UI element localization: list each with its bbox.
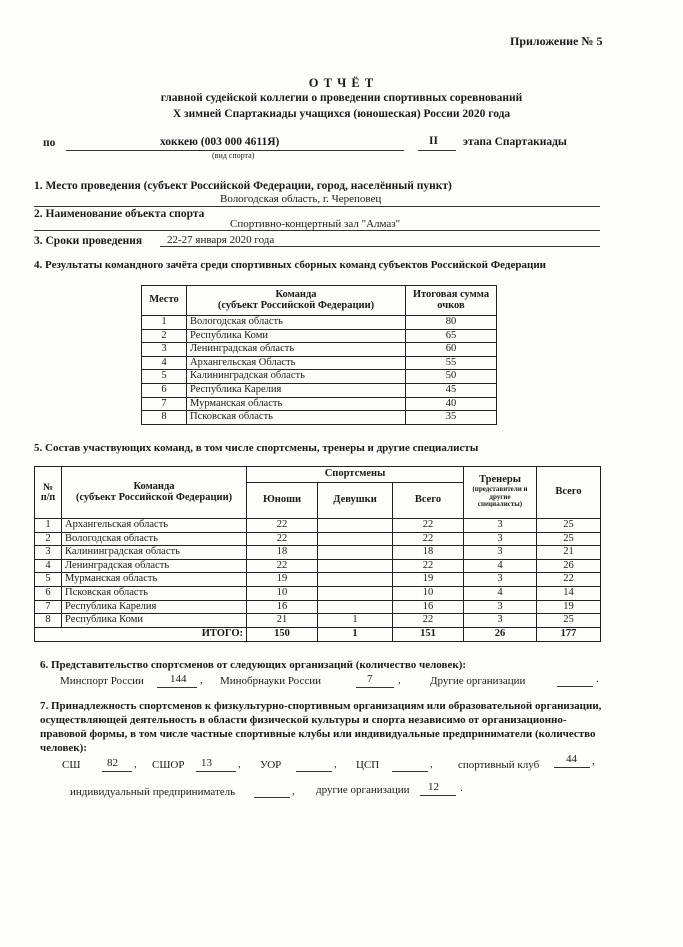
cell-boys: 22 bbox=[247, 532, 318, 546]
totals-total: 151 bbox=[393, 627, 464, 641]
team-results-table bbox=[141, 285, 497, 425]
section3-underline bbox=[160, 246, 600, 247]
cell-points: 55 bbox=[406, 356, 497, 370]
table-row bbox=[142, 316, 497, 330]
cell-total: 16 bbox=[393, 600, 464, 614]
cell-girls: 1 bbox=[318, 614, 393, 628]
section2-value: Спортивно-концертный зал "Алмаз" bbox=[230, 218, 401, 230]
cell-place: 6 bbox=[142, 383, 187, 397]
cell-coaches: 3 bbox=[464, 519, 537, 533]
cell-team: Псковская область bbox=[62, 586, 247, 600]
totals-all: 177 bbox=[537, 627, 601, 641]
section2-underline bbox=[34, 230, 600, 231]
cell-girls bbox=[318, 573, 393, 587]
section5-label: 5. Состав участвующих команд, в том числе спортсмены, тренеры и другие специалисты bbox=[34, 442, 479, 454]
cell-all: 21 bbox=[537, 546, 601, 560]
table-row bbox=[35, 614, 601, 628]
uor-label: УОР bbox=[260, 759, 282, 771]
cell-num: 2 bbox=[35, 532, 62, 546]
header-place: Место bbox=[142, 286, 187, 316]
ssh-underline bbox=[102, 771, 132, 772]
header-num: № п/п bbox=[35, 467, 62, 519]
header-team bbox=[187, 286, 406, 316]
uor-underline bbox=[296, 771, 332, 772]
other-org2-label: другие организации bbox=[316, 784, 410, 796]
cell-num: 8 bbox=[35, 614, 62, 628]
stage-underline bbox=[418, 150, 456, 151]
ssh-value: 82 bbox=[107, 757, 118, 769]
header-athletes: Спортсмены bbox=[247, 467, 464, 483]
cell-points: 50 bbox=[406, 370, 497, 384]
minsport-underline bbox=[157, 687, 197, 688]
cell-total: 18 bbox=[393, 546, 464, 560]
ip-label: индивидуальный предприниматель bbox=[70, 786, 236, 798]
sport-name: хоккею (003 000 4611Я) bbox=[160, 136, 280, 148]
minsport-value: 144 bbox=[170, 673, 187, 685]
cell-all: 25 bbox=[537, 532, 601, 546]
section2-label: 2. Наименование объекта спорта bbox=[34, 208, 205, 220]
cell-team: Мурманская область bbox=[62, 573, 247, 587]
sport-caption: (вид спорта) bbox=[212, 151, 255, 160]
totals-row bbox=[35, 627, 601, 641]
cell-team: Республика Коми bbox=[187, 329, 406, 343]
cell-points: 60 bbox=[406, 343, 497, 357]
table-row bbox=[35, 532, 601, 546]
cell-place: 8 bbox=[142, 411, 187, 425]
table-row bbox=[142, 343, 497, 357]
cell-total: 22 bbox=[393, 559, 464, 573]
team-composition-table bbox=[34, 466, 601, 642]
cell-num: 6 bbox=[35, 586, 62, 600]
cell-place: 3 bbox=[142, 343, 187, 357]
appendix-label: Приложение № 5 bbox=[510, 34, 603, 48]
cell-team: Архангельская область bbox=[62, 519, 247, 533]
cell-team: Республика Карелия bbox=[62, 600, 247, 614]
cell-boys: 10 bbox=[247, 586, 318, 600]
cell-coaches: 4 bbox=[464, 586, 537, 600]
cell-points: 80 bbox=[406, 316, 497, 330]
cell-girls bbox=[318, 546, 393, 560]
cell-all: 19 bbox=[537, 600, 601, 614]
section7-label-2: осуществляющей деятельность в области физической культуры и спорта независимо от организационно- bbox=[40, 714, 567, 726]
cell-place: 4 bbox=[142, 356, 187, 370]
minsport-label: Минспорт России bbox=[60, 675, 144, 687]
cell-points: 35 bbox=[406, 411, 497, 425]
header-grand-total: Всего bbox=[537, 467, 601, 519]
csp-label: ЦСП bbox=[356, 759, 380, 771]
report-title: О Т Ч Ё Т bbox=[308, 76, 375, 90]
header-boys: Юноши bbox=[247, 483, 318, 519]
section7-label-3: правовой формы, в том числе частные спортивные клубы или индивидуальные предприниматели (количество bbox=[40, 728, 596, 740]
table-row bbox=[142, 329, 497, 343]
cell-team: Ленинградская область bbox=[62, 559, 247, 573]
club-underline bbox=[554, 767, 590, 768]
table-row bbox=[35, 559, 601, 573]
table-row bbox=[142, 383, 497, 397]
minobr-underline bbox=[356, 687, 394, 688]
sshor-label: СШОР bbox=[152, 759, 185, 771]
cell-boys: 22 bbox=[247, 519, 318, 533]
section6-label: 6. Представительство спортсменов от следующих организаций (количество человек): bbox=[40, 659, 467, 671]
totals-boys: 150 bbox=[247, 627, 318, 641]
cell-place: 7 bbox=[142, 397, 187, 411]
cell-total: 22 bbox=[393, 614, 464, 628]
header-team-label: Команда bbox=[275, 289, 317, 300]
section3-label: 3. Сроки проведения bbox=[34, 235, 143, 247]
cell-team: Мурманская область bbox=[187, 397, 406, 411]
stage-suffix: этапа Спартакиады bbox=[463, 136, 567, 148]
cell-team: Архангельская Область bbox=[187, 356, 406, 370]
club-value: 44 bbox=[566, 753, 577, 765]
cell-team: Вологодская область bbox=[62, 532, 247, 546]
section7-label-4: человек): bbox=[40, 742, 87, 754]
other-org2-value: 12 bbox=[428, 781, 439, 793]
cell-points: 45 bbox=[406, 383, 497, 397]
header-team bbox=[62, 467, 247, 519]
other-org-label: Другие организации bbox=[430, 675, 526, 687]
cell-team: Ленинградская область bbox=[187, 343, 406, 357]
cell-num: 7 bbox=[35, 600, 62, 614]
table-row bbox=[142, 397, 497, 411]
cell-place: 1 bbox=[142, 316, 187, 330]
cell-all: 25 bbox=[537, 519, 601, 533]
header-coaches-sub: (представители и другие специалисты) bbox=[472, 484, 528, 509]
section1-label: 1. Место проведения (субъект Российской Федерации, город, населённый пункт) bbox=[34, 180, 452, 192]
cell-team: Республика Коми bbox=[62, 614, 247, 628]
cell-boys: 18 bbox=[247, 546, 318, 560]
totals-girls: 1 bbox=[318, 627, 393, 641]
other-org2-underline bbox=[420, 795, 456, 796]
cell-coaches: 3 bbox=[464, 546, 537, 560]
section3-value: 22-27 января 2020 года bbox=[167, 234, 275, 246]
section4-label: 4. Результаты командного зачёта среди спортивных сборных команд субъектов Российской Федерации bbox=[34, 259, 546, 271]
section1-underline bbox=[34, 206, 600, 207]
header-girls: Девушки bbox=[318, 483, 393, 519]
cell-boys: 21 bbox=[247, 614, 318, 628]
table-row bbox=[35, 546, 601, 560]
cell-total: 22 bbox=[393, 532, 464, 546]
cell-girls bbox=[318, 519, 393, 533]
cell-coaches: 3 bbox=[464, 600, 537, 614]
cell-num: 1 bbox=[35, 519, 62, 533]
ip-underline bbox=[254, 797, 290, 798]
table-row bbox=[35, 600, 601, 614]
header-total: Всего bbox=[393, 483, 464, 519]
report-subtitle-1: главной судейской коллегии о проведении спортивных соревнований bbox=[160, 92, 523, 104]
minobr-label: Минобрнауки России bbox=[220, 675, 321, 687]
cell-boys: 16 bbox=[247, 600, 318, 614]
ssh-label: СШ bbox=[62, 759, 81, 771]
minobr-value: 7 bbox=[367, 673, 373, 685]
sport-prefix: по bbox=[43, 137, 56, 149]
cell-boys: 22 bbox=[247, 559, 318, 573]
cell-team: Республика Карелия bbox=[187, 383, 406, 397]
cell-points: 65 bbox=[406, 329, 497, 343]
table-row bbox=[35, 586, 601, 600]
table-row bbox=[142, 356, 497, 370]
cell-girls bbox=[318, 559, 393, 573]
totals-coaches: 26 bbox=[464, 627, 537, 641]
cell-coaches: 3 bbox=[464, 614, 537, 628]
totals-label: ИТОГО: bbox=[35, 627, 247, 641]
section7-label-1: 7. Принадлежность спортсменов к физкультурно-спортивным организациям или образовательной организации, bbox=[40, 700, 602, 712]
header-coaches-label: Тренеры bbox=[479, 474, 521, 486]
cell-team: Калининградская область bbox=[62, 546, 247, 560]
cell-place: 2 bbox=[142, 329, 187, 343]
table-row bbox=[35, 519, 601, 533]
stage-number: II bbox=[429, 135, 438, 147]
cell-num: 5 bbox=[35, 573, 62, 587]
cell-all: 26 bbox=[537, 559, 601, 573]
cell-all: 22 bbox=[537, 573, 601, 587]
header-team-sub: (субъект Российской Федерации) bbox=[75, 491, 233, 503]
cell-total: 22 bbox=[393, 519, 464, 533]
cell-girls bbox=[318, 532, 393, 546]
sshor-value: 13 bbox=[201, 757, 212, 769]
cell-all: 14 bbox=[537, 586, 601, 600]
section1-value: Вологодская область, г. Череповец bbox=[220, 193, 382, 205]
cell-team: Калининградская область bbox=[187, 370, 406, 384]
cell-points: 40 bbox=[406, 397, 497, 411]
header-points: Итоговая сумма очков bbox=[406, 286, 497, 316]
cell-coaches: 4 bbox=[464, 559, 537, 573]
table-row bbox=[142, 411, 497, 425]
cell-coaches: 3 bbox=[464, 532, 537, 546]
sshor-underline bbox=[196, 771, 236, 772]
cell-total: 10 bbox=[393, 586, 464, 600]
cell-girls bbox=[318, 586, 393, 600]
table-row bbox=[142, 370, 497, 384]
cell-all: 25 bbox=[537, 614, 601, 628]
report-subtitle-2: X зимней Спартакиады учащихся (юношеская) России 2020 года bbox=[172, 108, 511, 120]
cell-team: Вологодская область bbox=[187, 316, 406, 330]
cell-girls bbox=[318, 600, 393, 614]
cell-num: 4 bbox=[35, 559, 62, 573]
header-coaches bbox=[464, 467, 537, 519]
cell-place: 5 bbox=[142, 370, 187, 384]
header-team-label: Команда bbox=[133, 481, 175, 492]
other-org-underline bbox=[557, 686, 593, 687]
cell-team: Псковская область bbox=[187, 411, 406, 425]
cell-boys: 19 bbox=[247, 573, 318, 587]
cell-coaches: 3 bbox=[464, 573, 537, 587]
club-label: спортивный клуб bbox=[458, 759, 540, 771]
cell-total: 19 bbox=[393, 573, 464, 587]
cell-num: 3 bbox=[35, 546, 62, 560]
header-team-sub: (субъект Российской Федерации) bbox=[217, 299, 375, 311]
csp-underline bbox=[392, 771, 428, 772]
table-row bbox=[35, 573, 601, 587]
